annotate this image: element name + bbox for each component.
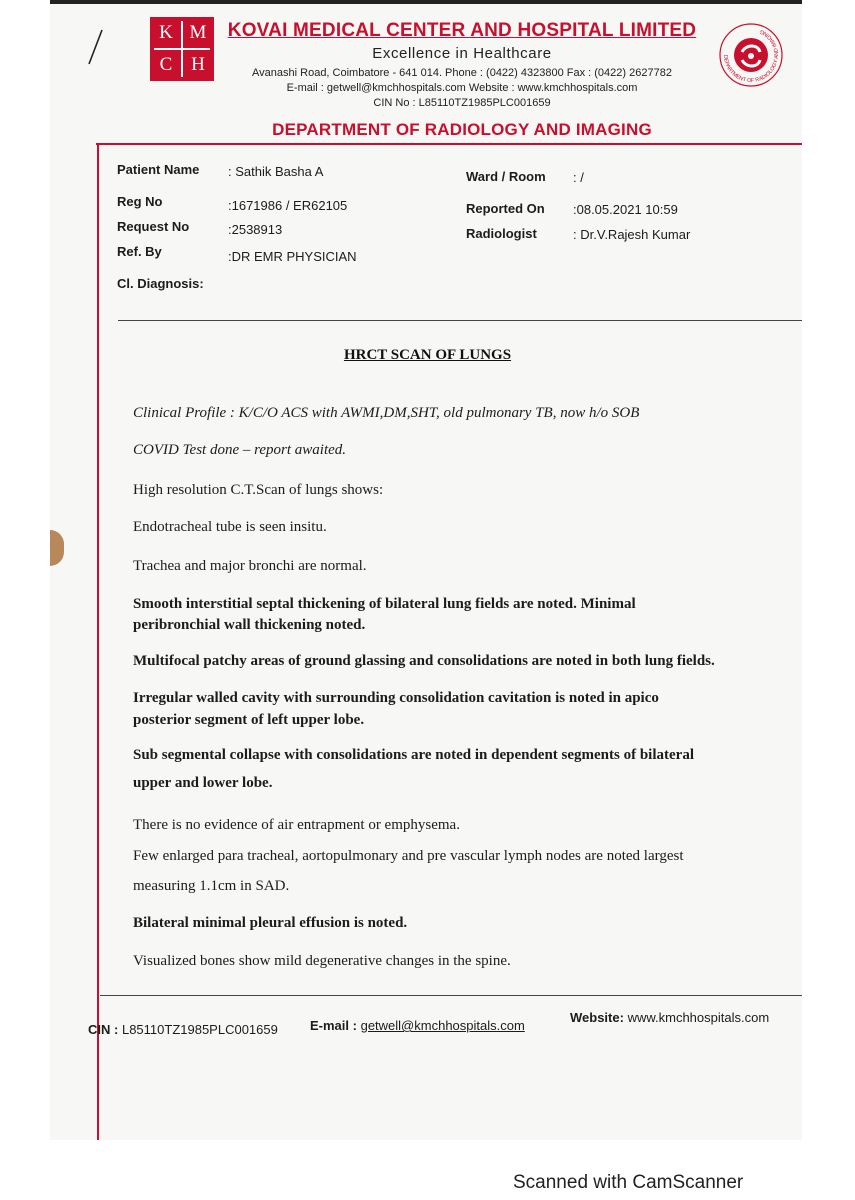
logo-letter: K [159, 22, 173, 43]
footer-website [570, 1010, 769, 1025]
footer-email-link[interactable]: getwell@kmchhospitals.com [360, 1018, 525, 1033]
department-title: DEPARTMENT OF RADIOLOGY AND IMAGING [272, 120, 652, 139]
hospital-contact: E-mail : getwell@kmchhospitals.com Website : www.kmchhospitals.com [286, 82, 638, 94]
frame-top-line [96, 143, 802, 145]
reported-on-label: Reported On [466, 201, 545, 216]
radiologist-label: Radiologist [466, 226, 537, 241]
header-separator [118, 320, 802, 321]
camscanner-watermark: Scanned with CamScanner [513, 1172, 744, 1193]
finding-text: There is no evidence of air entrapment or emphysema. [133, 817, 460, 833]
footer-cin [88, 1022, 278, 1037]
findings-intro: High resolution C.T.Scan of lungs shows: [133, 482, 384, 498]
reg-no-value: :1671986 / ER62105 [228, 198, 348, 213]
hospital-header [222, 20, 702, 109]
finding-text: Trachea and major bronchi are normal. [133, 558, 367, 574]
logo-letter: C [159, 54, 173, 75]
department-seal-icon [718, 22, 784, 88]
logo-letter: H [191, 54, 205, 75]
request-no-label: Request No [117, 219, 190, 234]
ref-by-value: :DR EMR PHYSICIAN [228, 249, 357, 264]
request-no-value: :2538913 [228, 222, 283, 237]
finding-text: Smooth interstitial septal thickening of bilateral lung fields are noted. Minimal [133, 596, 636, 612]
frame-left-line [97, 143, 99, 1140]
ward-room-value: : / [573, 170, 584, 185]
reported-on-value: :08.05.2021 10:59 [573, 202, 678, 217]
reg-no-label: Reg No [117, 194, 163, 209]
kmch-logo [150, 17, 214, 81]
footer-website-label: Website: [570, 1010, 624, 1025]
finding-text: Endotracheal tube is seen insitu. [133, 519, 327, 535]
finding-text: Bilateral minimal pleural effusion is noted. [133, 915, 408, 931]
footer-email [310, 1018, 525, 1033]
ref-by-label: Ref. By [117, 244, 162, 259]
finding-text: Irregular walled cavity with surrounding consolidation cavitation is noted in apico [133, 690, 659, 706]
footer-cin-value: L85110TZ1985PLC001659 [121, 1022, 278, 1037]
finding-text: Sub segmental collapse with consolidations are noted in dependent segments of bilateral [133, 747, 694, 763]
finding-text: Visualized bones show mild degenerative changes in the spine. [133, 953, 511, 969]
footer-separator [100, 995, 802, 996]
footer-website-link[interactable]: www.kmchhospitals.com [627, 1010, 770, 1025]
radiologist-value: : Dr.V.Rajesh Kumar [573, 227, 691, 242]
finding-text: Multifocal patchy areas of ground glassing and consolidations are noted in both lung fields. [133, 653, 715, 669]
patient-name-value: : Sathik Basha A [228, 164, 324, 179]
patient-name-label: Patient Name [117, 162, 200, 177]
finding-text: posterior segment of left upper lobe. [133, 712, 365, 728]
seal-text: DEPARTMENT OF RADIOLOGY AND IMAGING [721, 27, 781, 85]
covid-status: COVID Test done – report awaited. [133, 442, 347, 458]
finding-text: upper and lower lobe. [133, 775, 273, 791]
finding-text: measuring 1.1cm in SAD. [133, 878, 290, 894]
finding-text: Few enlarged para tracheal, aortopulmonary and pre vascular lymph nodes are noted largest [133, 848, 684, 864]
hospital-tagline: Excellence in Healthcare [372, 45, 552, 62]
ward-room-label: Ward / Room [466, 169, 546, 184]
top-edge-line [50, 0, 802, 4]
hospital-address: Avanashi Road, Coimbatore - 641 014. Phone : (0422) 4323800 Fax : (0422) 2627782 [252, 67, 672, 79]
hospital-name: KOVAI MEDICAL CENTER AND HOSPITAL LIMITED [227, 20, 697, 41]
finding-text: peribronchial wall thickening noted. [133, 617, 366, 633]
pen-mark-icon [86, 28, 104, 68]
footer-email-label: E-mail : [310, 1018, 357, 1033]
logo-letter: M [189, 22, 207, 43]
report-title: HRCT SCAN OF LUNGS [343, 347, 512, 363]
hospital-cin: CIN No : L85110TZ1985PLC001659 [373, 97, 551, 109]
clinical-profile: Clinical Profile : K/C/O ACS with AWMI,DM,SHT, old pulmonary TB, now h/o SOB [133, 405, 640, 421]
clinical-diagnosis-label: Cl. Diagnosis: [117, 276, 204, 291]
footer-cin-label: CIN : [88, 1022, 119, 1037]
